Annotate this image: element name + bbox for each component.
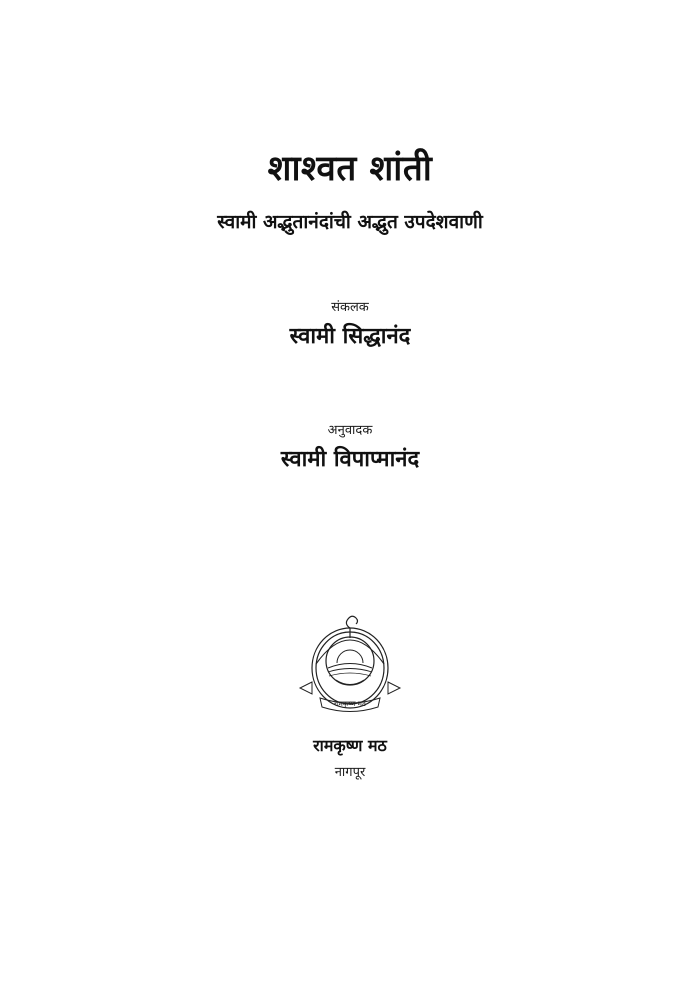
book-subtitle: स्वामी अद्भुतानंदांची अद्भुत उपदेशवाणी (217, 211, 483, 233)
publisher-name: रामकृष्ण मठ (313, 735, 387, 755)
book-title: शाश्वत शांती (267, 149, 433, 189)
compiler-name: स्वामी सिद्धानंद (289, 323, 411, 349)
compiler-credit (290, 300, 411, 351)
compiler-role-label: संकलक (331, 300, 369, 315)
emblem-banner-text: रामकृष्ण मठ (333, 699, 367, 708)
translator-role-label: अनुवादक (327, 423, 373, 439)
publisher-city: नागपूर (334, 764, 366, 780)
translator-name: स्वामी विपाप्मानंद (280, 447, 420, 473)
translator-credit (281, 423, 419, 474)
ramakrishna-math-emblem-icon (290, 606, 410, 726)
